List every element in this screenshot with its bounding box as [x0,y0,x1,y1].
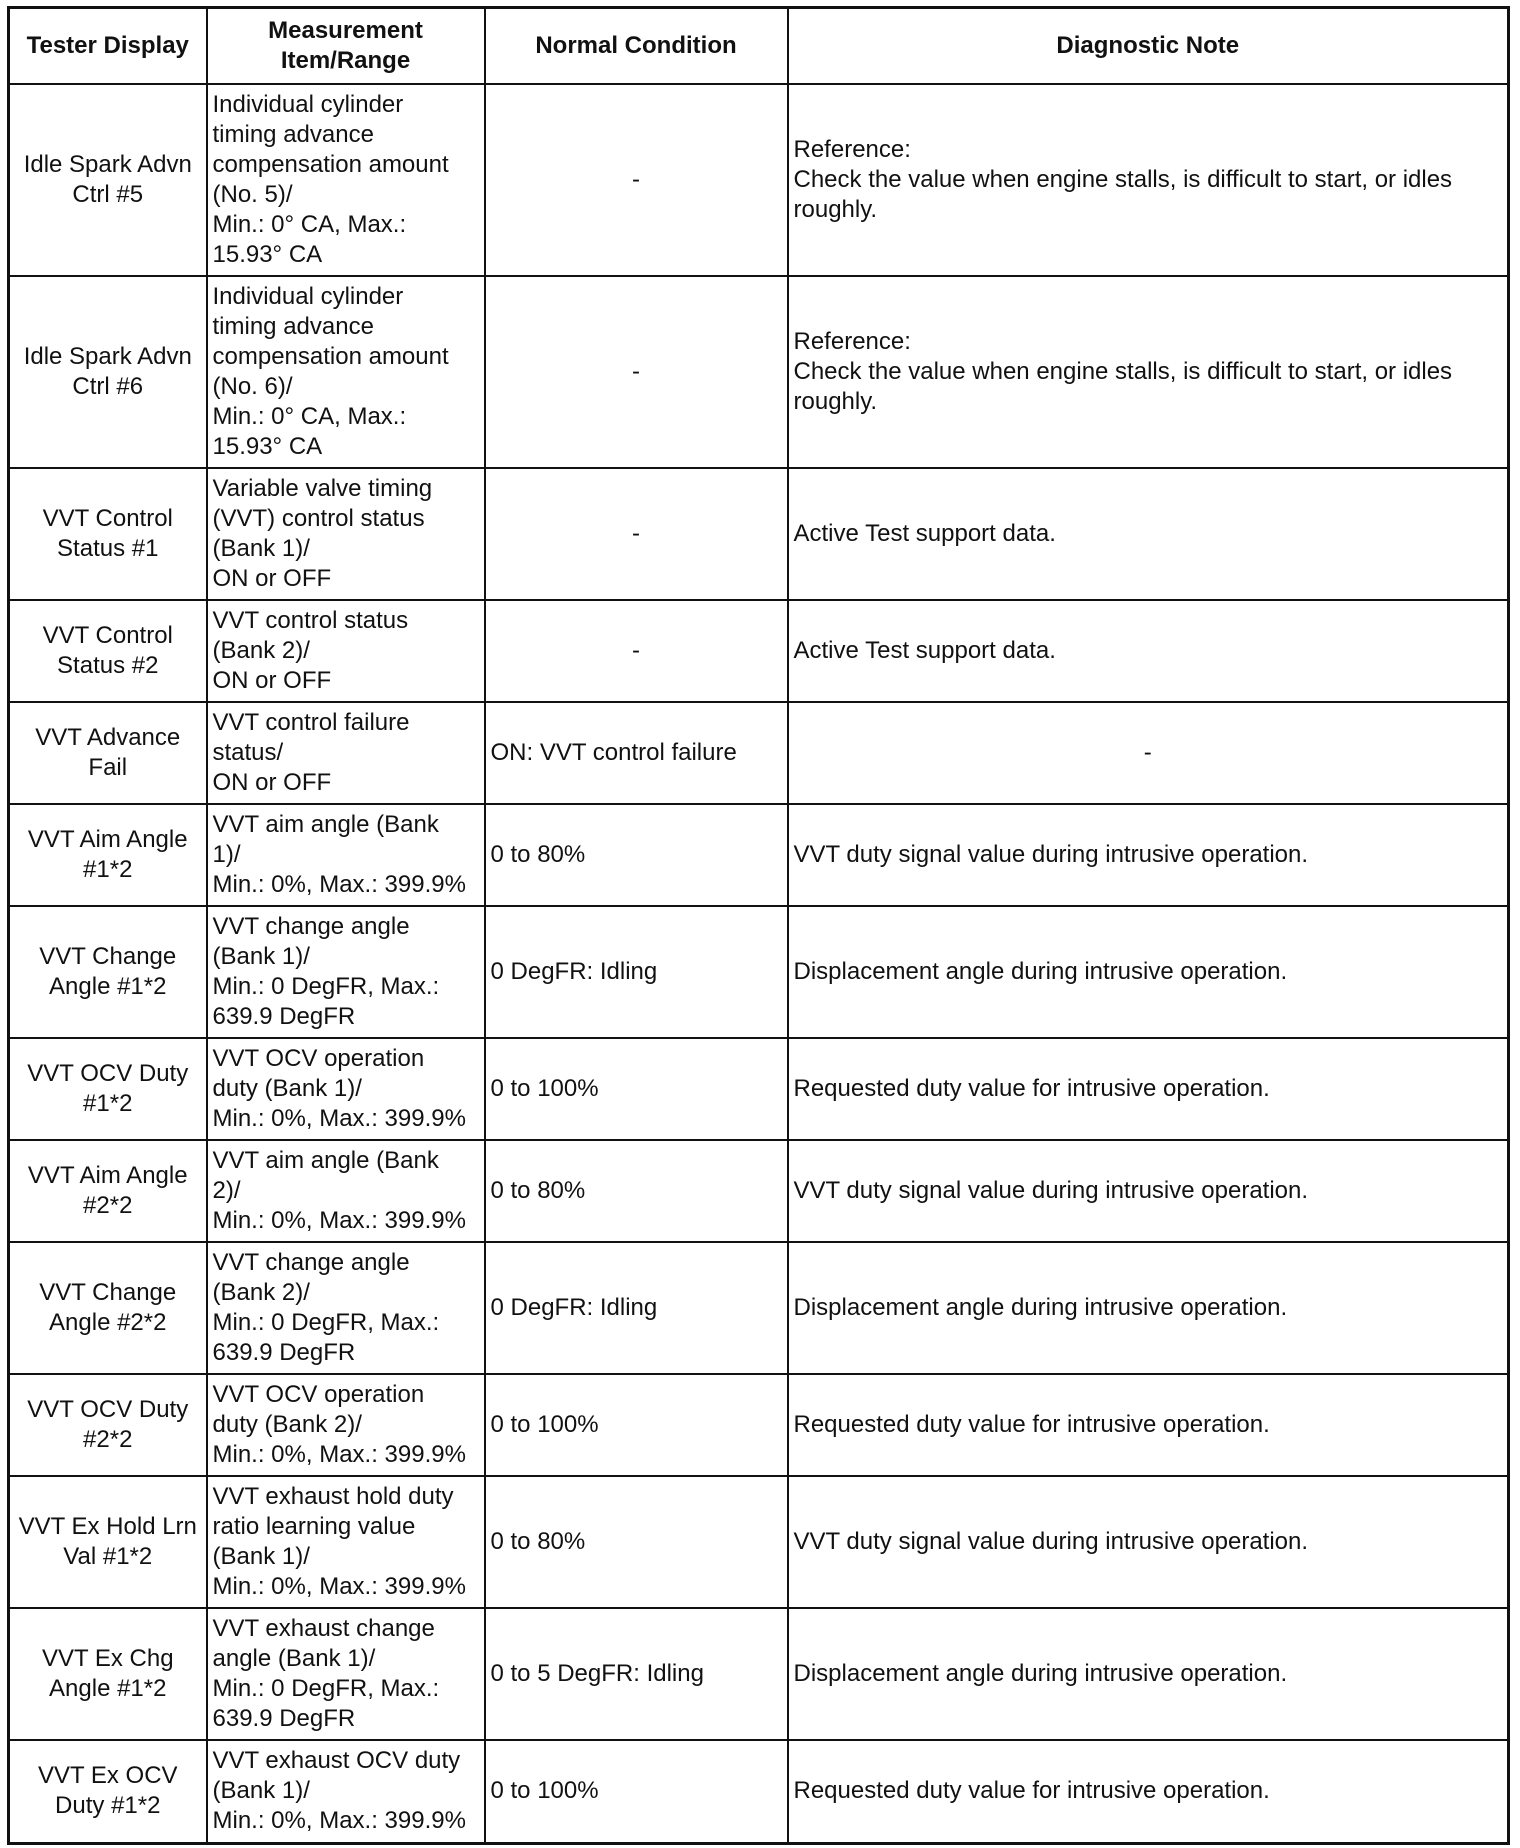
diagnostic-note-cell-line: Active Test support data. [793,637,1056,664]
measurement-cell-line: ON or OFF [212,667,332,694]
measurement-cell-line: (Bank 1)/ [212,943,310,970]
diagnostic-note-cell-line: Displacement angle during intrusive operation. [793,1294,1288,1321]
table-row [9,804,1509,906]
measurement-cell-line: 2)/ [212,1177,241,1204]
measurement-cell-line: ratio learning value [212,1513,416,1540]
table-row [9,468,1509,600]
measurement-cell-line: VVT change angle [212,913,410,940]
measurement-cell-line: duty (Bank 2)/ [212,1411,362,1438]
tester-display-cell-line: VVT Change [39,943,177,970]
measurement-cell-line: 639.9 DegFR [212,1339,356,1366]
header-normal-condition: Normal Condition [485,8,788,85]
measurement-cell-line: Min.: 0 DegFR, Max.: [212,973,440,1000]
tester-display-cell [9,468,207,600]
measurement-cell [207,1140,485,1242]
table-row [9,1242,1509,1374]
diagnostic-note-cell-line: roughly. [793,196,878,223]
tester-display-cell [9,1242,207,1374]
diagnostic-note-cell-line: VVT duty signal value during intrusive operation. [793,1177,1309,1204]
tester-display-cell [9,276,207,468]
diagnostic-note-cell [788,468,1509,600]
measurement-cell-line: compensation amount [212,151,449,178]
measurement-cell-line: Individual cylinder [212,283,404,310]
measurement-cell-line: VVT change angle [212,1249,410,1276]
measurement-cell-line: VVT aim angle (Bank [212,811,439,838]
table-row [9,906,1509,1038]
measurement-cell-line: VVT exhaust change [212,1615,435,1642]
diagnostic-note-cell [788,1374,1509,1476]
table-body [9,84,1509,1843]
tester-display-cell-line: Status #2 [57,652,159,679]
measurement-cell-line: ON or OFF [212,769,332,796]
normal-condition-cell: ON: VVT control failure [485,702,788,804]
tester-display-cell [9,702,207,804]
header-tester-display: Tester Display [9,8,207,85]
diagnostic-note-cell [788,1038,1509,1140]
tester-display-cell-line: #2*2 [83,1426,133,1453]
measurement-cell-line: 639.9 DegFR [212,1003,356,1030]
measurement-cell [207,468,485,600]
tester-display-cell-line: Val #1*2 [63,1543,153,1570]
tester-display-cell-line: Fail [88,754,128,781]
measurement-cell-line: timing advance [212,121,374,148]
measurement-cell-line: Min.: 0%, Max.: 399.9% [212,1207,466,1234]
table-row [9,1740,1509,1843]
diagnostic-note-cell-line: Displacement angle during intrusive operation. [793,1660,1288,1687]
tester-display-cell-line: Ctrl #5 [72,181,144,208]
measurement-cell-line: (No. 6)/ [212,373,293,400]
normal-condition-cell: 0 to 100% [485,1740,788,1843]
header-measurement-line: Measurement [268,17,423,44]
diagnostic-note-cell-line: Reference: [793,328,911,355]
measurement-cell-line: Min.: 0%, Max.: 399.9% [212,1573,466,1600]
measurement-cell-line: compensation amount [212,343,449,370]
measurement-cell-line: (Bank 1)/ [212,535,310,562]
tester-display-cell-line: Idle Spark Advn [23,151,192,178]
diagnostic-note-cell-line: Displacement angle during intrusive operation. [793,958,1288,985]
diagnostic-note-cell-line: Requested duty value for intrusive operation. [793,1075,1270,1102]
header-measurement [207,8,485,85]
tester-display-cell [9,1038,207,1140]
tester-display-cell [9,1608,207,1740]
tester-display-cell [9,804,207,906]
measurement-cell [207,1608,485,1740]
normal-condition-cell: 0 to 80% [485,1140,788,1242]
tester-display-cell-line: VVT Change [39,1279,177,1306]
tester-display-cell-line: VVT Control [42,505,173,532]
diagnostic-note-cell [788,1476,1509,1608]
diagnostic-note-cell [788,1140,1509,1242]
measurement-cell-line: status/ [212,739,284,766]
diagnostic-note-cell [788,906,1509,1038]
measurement-cell [207,702,485,804]
normal-condition-cell: 0 to 80% [485,1476,788,1608]
diagnostic-note-cell-line: VVT duty signal value during intrusive operation. [793,841,1309,868]
measurement-cell-line: Individual cylinder [212,91,404,118]
normal-condition-cell: 0 DegFR: Idling [485,1242,788,1374]
measurement-cell-line: VVT OCV operation [212,1045,425,1072]
tester-display-cell-line: VVT OCV Duty [27,1396,189,1423]
tester-display-cell-line: Angle #1*2 [49,973,167,1000]
measurement-cell [207,804,485,906]
measurement-cell-line: timing advance [212,313,374,340]
tester-display-cell-line: Ctrl #6 [72,373,144,400]
measurement-cell-line: Min.: 0%, Max.: 399.9% [212,1441,466,1468]
normal-condition-cell: - [485,600,788,702]
measurement-cell-line: (Bank 2)/ [212,637,310,664]
measurement-cell-line: Min.: 0° CA, Max.: [212,211,407,238]
tester-display-cell [9,1374,207,1476]
measurement-cell [207,1374,485,1476]
diagnostic-note-cell-line: Requested duty value for intrusive operation. [793,1411,1270,1438]
diagnostic-note-cell-line: VVT duty signal value during intrusive operation. [793,1528,1309,1555]
tester-display-cell-line: VVT Aim Angle [27,1162,188,1189]
tester-display-cell-line: Angle #2*2 [49,1309,167,1336]
tester-display-cell-line: Status #1 [57,535,159,562]
diagnostic-note-cell-line: Active Test support data. [793,520,1056,547]
measurement-cell-line: Min.: 0 DegFR, Max.: [212,1675,440,1702]
measurement-cell-line: (Bank 1)/ [212,1777,310,1805]
normal-condition-cell: - [485,468,788,600]
table-row [9,1374,1509,1476]
measurement-cell [207,1476,485,1608]
measurement-cell [207,1242,485,1374]
measurement-cell-line: (Bank 2)/ [212,1279,310,1306]
tester-display-cell-line: #1*2 [83,1090,133,1117]
measurement-cell-line: duty (Bank 1)/ [212,1075,362,1102]
tester-display-cell-line: #2*2 [83,1192,133,1219]
tester-display-cell-line: VVT Aim Angle [27,826,188,853]
table-row [9,276,1509,468]
tester-display-cell-line: VVT Ex Chg [41,1645,174,1672]
tester-display-cell-line: Idle Spark Advn [23,343,192,370]
normal-condition-cell: 0 to 5 DegFR: Idling [485,1608,788,1740]
tester-display-cell-line: Angle #1*2 [49,1675,167,1702]
normal-condition-cell: - [485,276,788,468]
diagnostic-note-cell [788,1740,1509,1843]
measurement-cell-line: 15.93° CA [212,433,323,460]
tester-display-cell-line: VVT Control [42,622,173,649]
diagnostic-note-cell [788,1608,1509,1740]
measurement-cell-line: 15.93° CA [212,241,323,268]
measurement-cell-line: Min.: 0 DegFR, Max.: [212,1309,440,1336]
diagnostic-note-cell-line: Check the value when engine stalls, is difficult to start, or idles [793,166,1453,193]
measurement-cell-line: Min.: 0%, Max.: 399.9% [212,1807,466,1835]
measurement-cell [207,1038,485,1140]
normal-condition-cell: 0 to 100% [485,1038,788,1140]
diagnostic-note-cell [788,600,1509,702]
tester-display-cell [9,84,207,276]
table-row [9,1140,1509,1242]
measurement-cell-line: VVT exhaust hold duty [212,1483,454,1510]
measurement-cell-line: Min.: 0%, Max.: 399.9% [212,1105,466,1132]
diagnostic-note-cell-line: Check the value when engine stalls, is difficult to start, or idles [793,358,1453,385]
tester-display-cell [9,906,207,1038]
table-row [9,1608,1509,1740]
normal-condition-cell: - [485,84,788,276]
measurement-cell-line: (Bank 1)/ [212,1543,310,1570]
tester-display-cell [9,1476,207,1608]
measurement-cell [207,1740,485,1843]
normal-condition-cell: 0 to 100% [485,1374,788,1476]
diagnostic-note-cell-line: - [1143,739,1152,766]
measurement-cell-line: 1)/ [212,841,241,868]
measurement-cell-line: angle (Bank 1)/ [212,1645,376,1672]
diagnostic-note-cell-line: roughly. [793,388,878,415]
diagnostic-note-cell [788,276,1509,468]
tester-display-cell-line: #1*2 [83,856,133,883]
measurement-cell-line: VVT OCV operation [212,1381,425,1408]
measurement-cell [207,906,485,1038]
measurement-cell-line: VVT exhaust OCV duty [212,1747,461,1775]
measurement-cell-line: (No. 5)/ [212,181,293,208]
measurement-cell-line: VVT aim angle (Bank [212,1147,439,1174]
measurement-cell-line: 639.9 DegFR [212,1705,356,1732]
measurement-cell-line: VVT control failure [212,709,410,736]
measurement-cell-line: Min.: 0%, Max.: 399.9% [212,871,466,898]
tester-display-cell-line: VVT Ex OCV [37,1762,178,1790]
tester-display-cell-line: VVT Ex Hold Lrn [18,1513,197,1540]
tester-display-cell [9,600,207,702]
table-row [9,1476,1509,1608]
tester-display-cell-line: VVT OCV Duty [27,1060,189,1087]
diagnostic-note-cell-line: Requested duty value for intrusive operation. [793,1777,1270,1805]
table-row [9,1038,1509,1140]
measurement-cell-line: Min.: 0° CA, Max.: [212,403,407,430]
normal-condition-cell: 0 to 80% [485,804,788,906]
normal-condition-cell: 0 DegFR: Idling [485,906,788,1038]
diagnostic-note-cell [788,1242,1509,1374]
data-list-table [7,6,1510,1845]
diagnostic-note-cell [788,804,1509,906]
header-row [9,8,1509,85]
measurement-cell-line: ON or OFF [212,565,332,592]
measurement-cell-line: VVT control status [212,607,409,634]
tester-display-cell [9,1740,207,1843]
tester-display-cell [9,1140,207,1242]
table-row [9,702,1509,804]
tester-display-cell-line: VVT Advance [35,724,181,751]
measurement-cell [207,84,485,276]
measurement-cell-line: Variable valve timing [212,475,433,502]
header-measurement-line: Item/Range [280,47,411,74]
measurement-cell [207,276,485,468]
measurement-cell-line: (VVT) control status [212,505,425,532]
diagnostic-note-cell [788,84,1509,276]
header-diagnostic-note: Diagnostic Note [788,8,1509,85]
table-row [9,600,1509,702]
measurement-cell [207,600,485,702]
diagnostic-note-cell-line: Reference: [793,136,911,163]
table-row [9,84,1509,276]
tester-display-cell-line: Duty #1*2 [55,1792,161,1820]
diagnostic-note-cell [788,702,1509,804]
